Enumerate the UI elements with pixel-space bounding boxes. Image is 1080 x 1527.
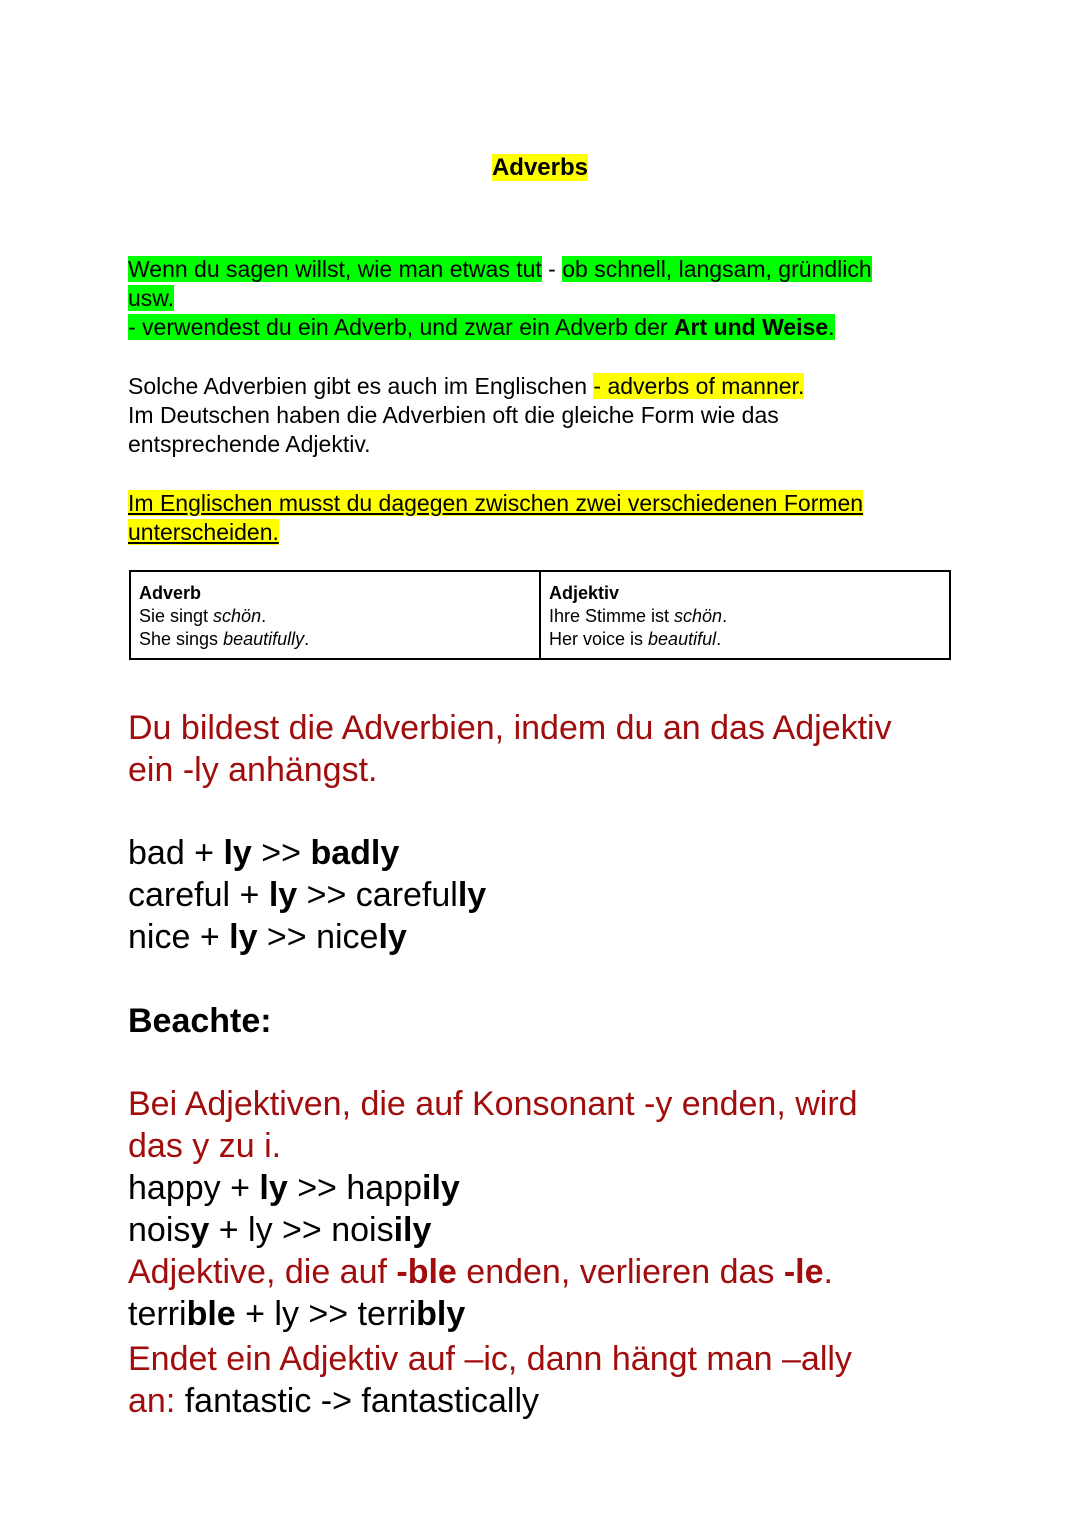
- note-ic-l1: Endet ein Adjektiv auf –ic, dann hängt man –ally: [128, 1340, 852, 1378]
- example-suffix: ly: [223, 834, 252, 872]
- forms-paragraph: [128, 489, 863, 547]
- noisy-c: + ly >> nois: [209, 1211, 394, 1249]
- example-result-b: ly: [457, 876, 487, 914]
- note-y-l2: das y zu i.: [128, 1127, 282, 1165]
- terr-c: + ly >> terri: [235, 1295, 417, 1333]
- intro-l1b: -: [541, 256, 563, 282]
- adjektiv-en-a: Her voice is: [549, 629, 649, 649]
- example-base: careful +: [128, 876, 269, 914]
- example-result-a: nice: [316, 918, 379, 956]
- intro-l3b: Art und Weise: [673, 314, 829, 340]
- happy-b: ly: [259, 1169, 288, 1207]
- adverb-en-a: She sings: [139, 629, 224, 649]
- para2-l1a: Solche Adverbien gibt es auch im Englischen: [128, 373, 594, 399]
- para2-l2: Im Deutschen haben die Adverbien oft die gleiche Form wie das: [128, 402, 779, 428]
- intro-l3c: .: [828, 314, 835, 340]
- example-result-b: ly: [378, 918, 407, 956]
- notes-section: [128, 1083, 858, 1335]
- adverb-heading: Adverb: [139, 583, 202, 603]
- example-line: [128, 916, 486, 958]
- example-line: [128, 832, 486, 874]
- para3-l1: Im Englischen musst du dagegen zwischen zwei verschiedenen Formen: [128, 490, 864, 516]
- adverb-de-b: schön: [213, 606, 262, 626]
- beachte-heading: Beachte:: [128, 1002, 272, 1040]
- happy-d: ily: [422, 1169, 460, 1207]
- example-result-a: careful: [355, 876, 458, 914]
- note-noisy: [128, 1209, 858, 1251]
- note-ble: [128, 1251, 858, 1293]
- adjektiv-de-a: Ihre Stimme ist: [549, 606, 675, 626]
- adverb-cell: [130, 571, 540, 659]
- adverb-en-b: beautifully: [223, 629, 305, 649]
- noisy-a: nois: [128, 1211, 191, 1249]
- example-base: bad +: [128, 834, 224, 872]
- terr-d: bly: [416, 1295, 466, 1333]
- noisy-b: y: [190, 1211, 210, 1249]
- title-text: Adverbs: [491, 154, 589, 181]
- adverb-en-c: .: [304, 629, 310, 649]
- note-y-l1: Bei Adjektiven, die auf Konsonant -y enden, wird: [128, 1085, 858, 1123]
- intro-l1a: Wenn du sagen willst, wie man etwas tut: [128, 256, 542, 282]
- happy-c: >> happ: [287, 1169, 422, 1207]
- intro-l3: [128, 314, 835, 340]
- ble-d: -le: [783, 1253, 824, 1291]
- ble-c: enden, verlieren das: [456, 1253, 784, 1291]
- note-ic: [128, 1338, 852, 1422]
- ic-2a: an:: [128, 1382, 176, 1420]
- terr-a: terri: [128, 1295, 187, 1333]
- para2-l1b: - adverbs of manner.: [593, 373, 805, 399]
- adjektiv-de-c: .: [722, 606, 728, 626]
- ic-2b: fantastic -> fantastically: [175, 1382, 540, 1420]
- intro-l1c: ob schnell, langsam, gründlich: [562, 256, 872, 282]
- intro-l2: usw.: [128, 285, 175, 311]
- note-terrible: [128, 1293, 858, 1335]
- noisy-d: ily: [393, 1211, 432, 1249]
- happy-a: happy +: [128, 1169, 260, 1207]
- adjektiv-heading: Adjektiv: [549, 583, 620, 603]
- adjektiv-de-b: schön: [674, 606, 723, 626]
- example-arrow: >>: [297, 876, 356, 914]
- page-title: [0, 154, 1080, 182]
- terr-b: ble: [186, 1295, 236, 1333]
- intro-l3a: - verwendest du ein Adverb, und zwar ein Adverb der: [128, 314, 674, 340]
- para2-l3: entsprechende Adjektiv.: [128, 431, 371, 457]
- adjektiv-en-c: .: [716, 629, 722, 649]
- example-suffix: ly: [268, 876, 298, 914]
- intro-paragraph: [128, 255, 872, 342]
- example-suffix: ly: [229, 918, 258, 956]
- example-line: [128, 874, 486, 916]
- adjektiv-cell: [540, 571, 950, 659]
- ble-e: .: [823, 1253, 833, 1291]
- manner-paragraph: [128, 372, 804, 459]
- adverb-de-c: .: [261, 606, 267, 626]
- note-ic-l2: [128, 1380, 852, 1422]
- adjektiv-en-b: beautiful: [648, 629, 717, 649]
- rule-l2: ein -ly anhängst.: [128, 751, 378, 789]
- comparison-table: [129, 570, 951, 660]
- note-happy: [128, 1167, 858, 1209]
- examples-list: [128, 832, 486, 958]
- para3-l2: unterscheiden.: [128, 519, 279, 545]
- rule-l1: Du bildest die Adverbien, indem du an das Adjektiv: [128, 709, 892, 747]
- example-result-a: badly: [310, 834, 400, 872]
- example-arrow: >>: [251, 834, 311, 872]
- example-base: nice +: [128, 918, 230, 956]
- example-arrow: >>: [257, 918, 317, 956]
- adverb-de-a: Sie singt: [139, 606, 214, 626]
- ble-b: -ble: [396, 1253, 457, 1291]
- rule-paragraph: [128, 707, 892, 791]
- ble-a: Adjektive, die auf: [128, 1253, 397, 1291]
